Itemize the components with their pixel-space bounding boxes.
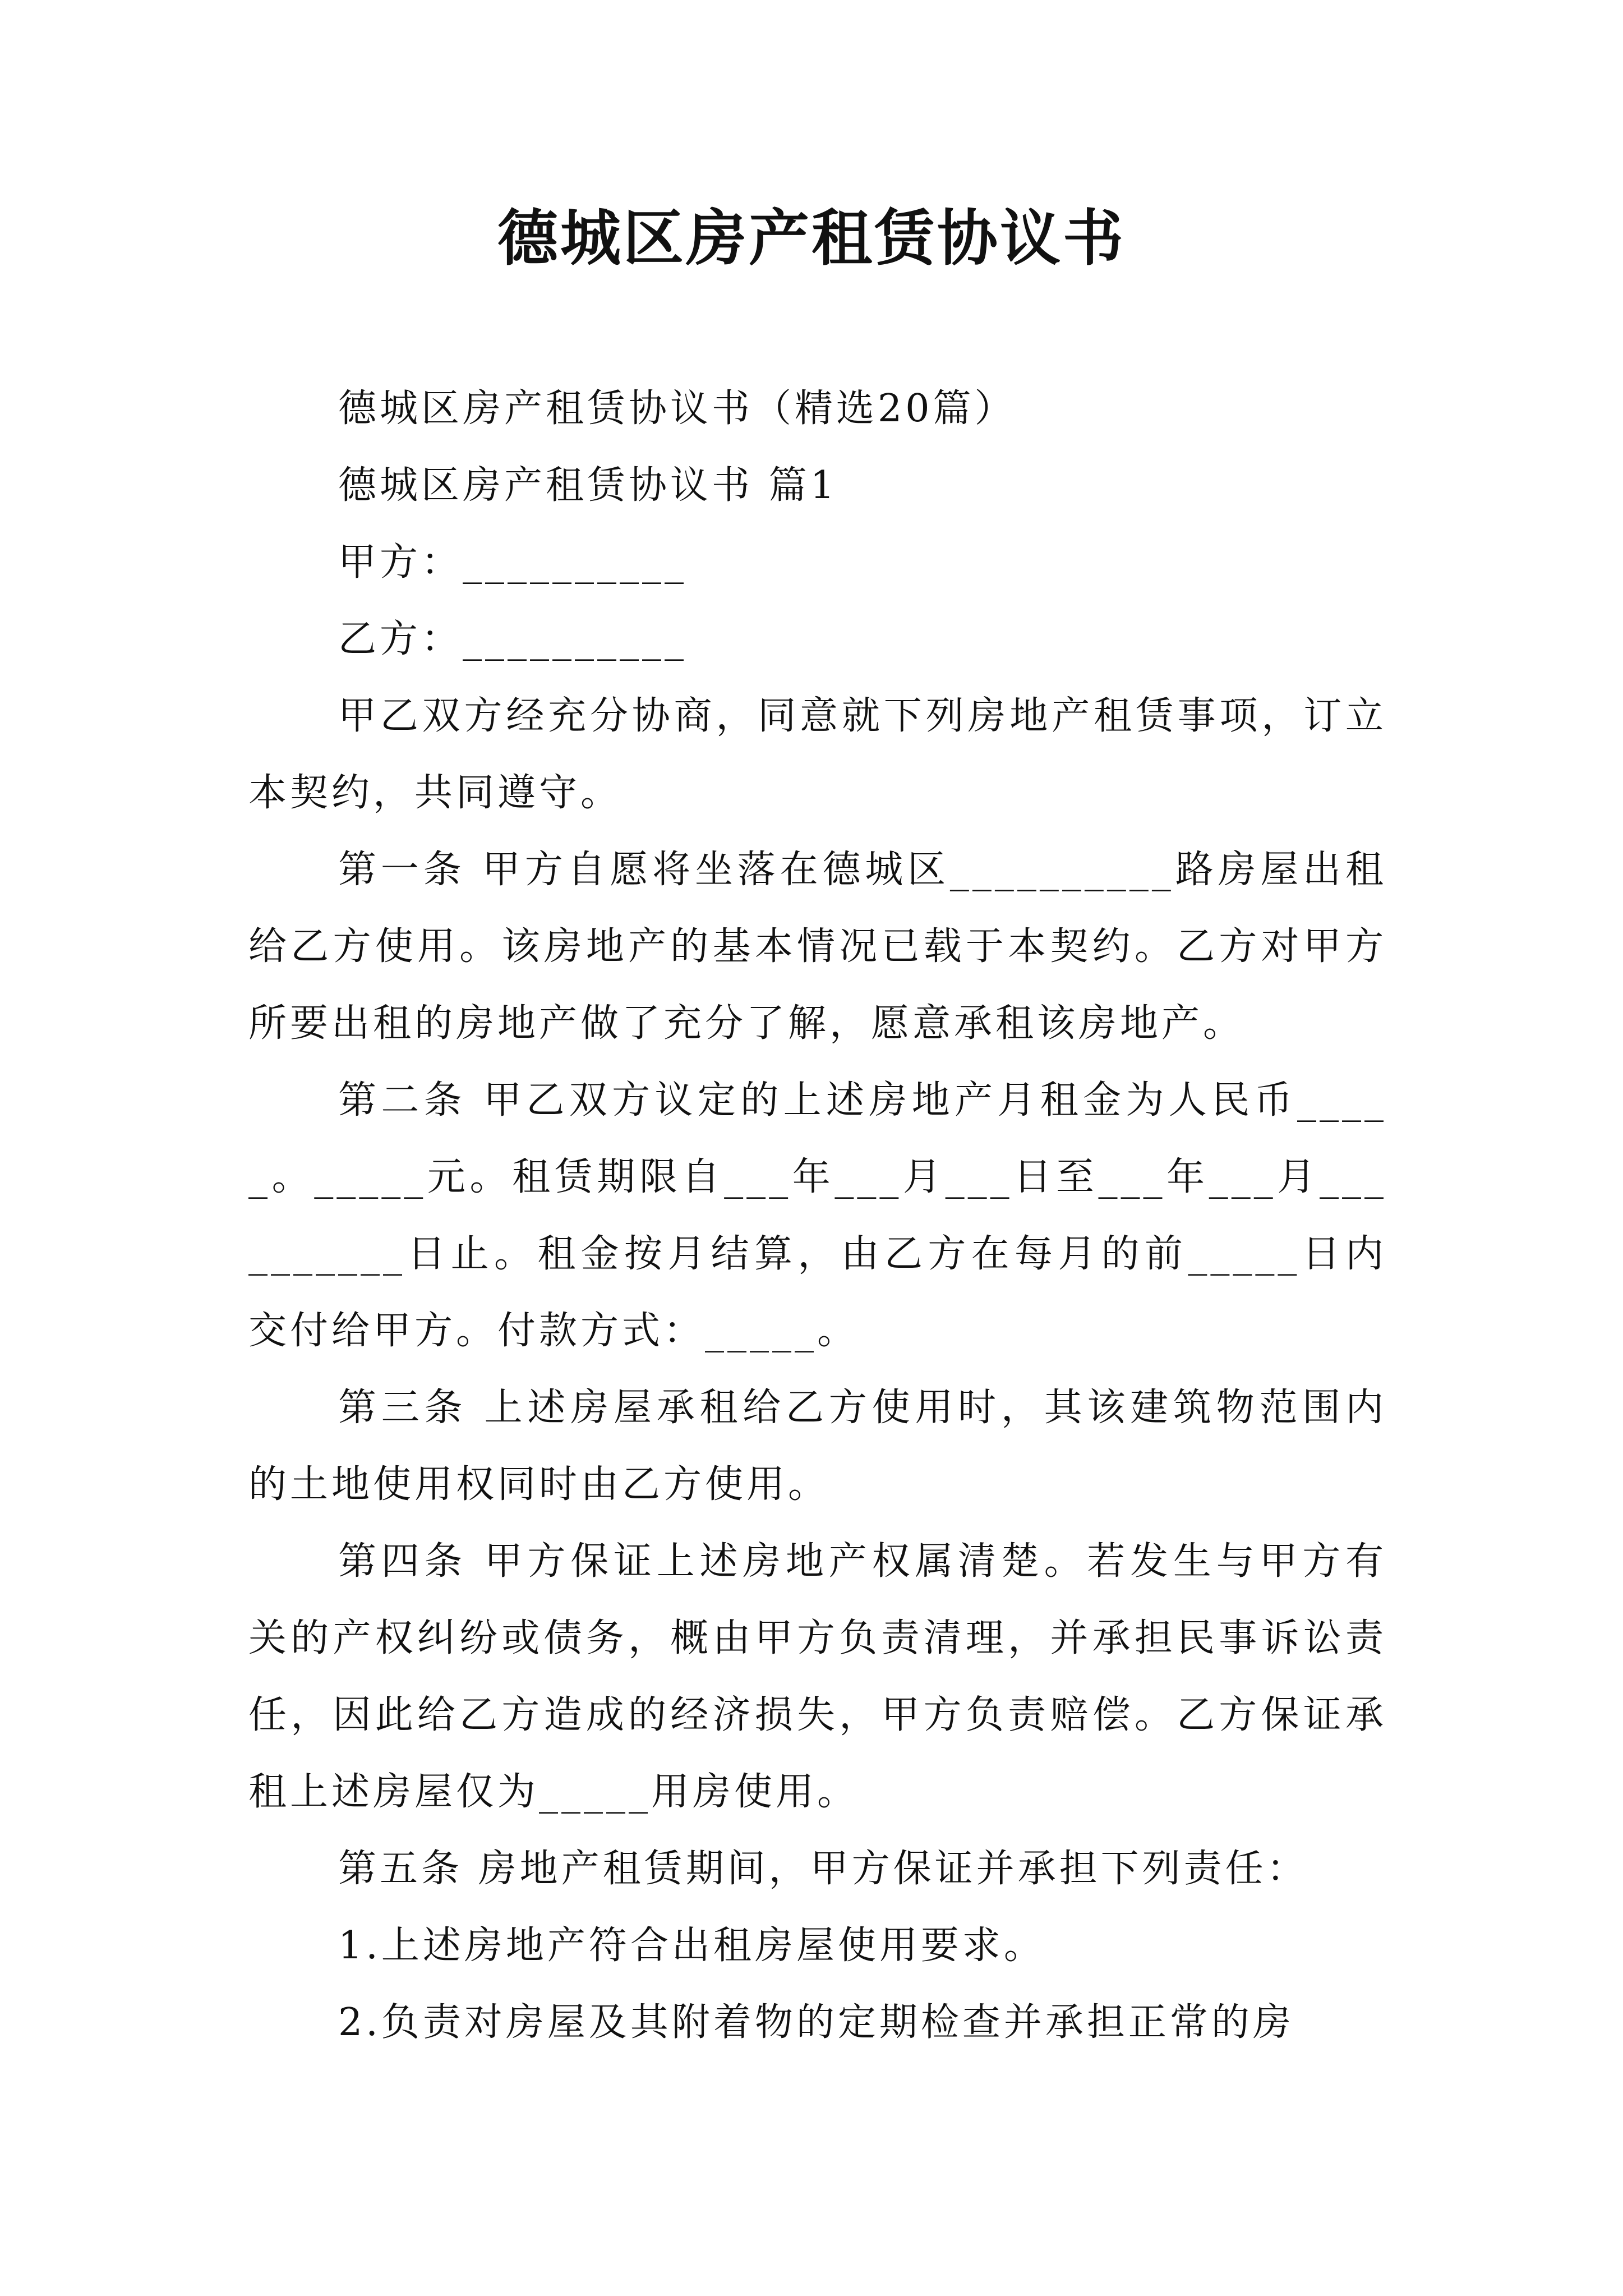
article-2: 第二条 甲乙双方议定的上述房地产月租金为人民币_____。_____元。租赁期限自___年___月___日至___年___月__________日止。租金按月结算，由乙方在每月的前_____日内交付给甲方。付款方式：_____。: [248, 1078, 1387, 1353]
article-3: 第三条 上述房屋承租给乙方使用时，其该建筑物范围内的土地使用权同时由乙方使用。: [248, 1386, 1387, 1507]
article-5-item-1: 1.上述房地产符合出租房屋使用要求。: [338, 1924, 1045, 1968]
article-5: 第五条 房地产租赁期间，甲方保证并承担下列责任：: [338, 1847, 1308, 1891]
subtitle-collection: 德城区房产租赁协议书（精选20篇）: [338, 386, 1016, 431]
document-title: 德城区房产租赁协议书: [497, 203, 1126, 274]
preamble-paragraph: 甲乙双方经充分协商，同意就下列房地产租赁事项，订立本契约，共同遵守。: [248, 694, 1387, 815]
article-4: 第四条 甲方保证上述房地产权属清楚。若发生与甲方有关的产权纠纷或债务，概由甲方负责清理，并承担民事诉讼责任，因此给乙方造成的经济损失，甲方负责赔偿。乙方保证承租上述房屋仅为_____用房使用。: [248, 1539, 1387, 1814]
document-body: [248, 370, 1387, 2061]
party-b-line: 乙方：__________: [338, 617, 688, 661]
article-1: 第一条 甲方自愿将坐落在德城区__________路房屋出租给乙方使用。该房地产的基本情况已载于本契约。乙方对甲方所要出租的房地产做了充分了解，愿意承租该房地产。: [248, 848, 1387, 1046]
party-a-line: 甲方：__________: [338, 540, 688, 585]
article-5-item-2: 2.负责对房屋及其附着物的定期检查并承担正常的房: [338, 2000, 1294, 2045]
section-heading: 德城区房产租赁协议书 篇1: [338, 463, 838, 508]
